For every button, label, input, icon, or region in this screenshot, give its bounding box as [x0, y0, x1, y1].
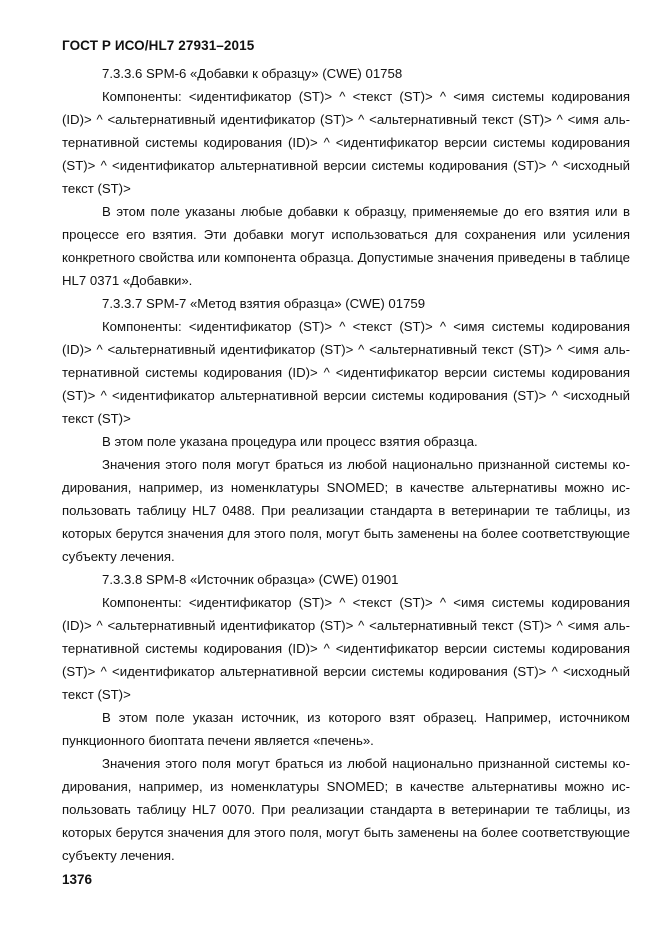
paragraph-spm7-description: В этом поле указана процедура или процесс взятия образца.	[102, 434, 478, 449]
paragraph-spm6-components: Компоненты: <идентификатор (ST)> ^ <текст (ST)> ^ <имя системы кодирования (ID)> ^ <альтернативный идентификатор (ST)> ^ <альтернативный текст (ST)> ^ <имя альтернативной системы кодирования (ID)> ^ <идентификатор версии системы кодирования (ST)> ^ <идентификатор альтернативной версии системы кодирования (ST)> ^ <исходный текст (ST)>	[62, 89, 630, 196]
standard-header: ГОСТ Р ИСО/HL7 27931–2015	[62, 38, 255, 53]
document-body	[62, 62, 630, 867]
paragraph-spm8-components: Компоненты: <идентификатор (ST)> ^ <текст (ST)> ^ <имя системы кодирования (ID)> ^ <альтернативный идентификатор (ST)> ^ <альтернативный текст (ST)> ^ <имя альтернативной системы кодирования (ID)> ^ <идентификатор версии системы кодирования (ST)> ^ <идентификатор альтернативной версии системы кодирования (ST)> ^ <исходный текст (ST)>	[62, 595, 630, 702]
paragraph-spm8-description: В этом поле указан источник, из которого взят образец. Например, источником пункционного биоптата печени является «печень».	[62, 710, 630, 748]
paragraph-spm8-values: Значения этого поля могут браться из любой национально признанной системы кодирования, например, из номенклатуры SNOMED; в качестве альтернативы можно использовать таблицу HL7 0070. При реализации стандарта в ветеринарии те таблицы, из которых берутся значения для этого поля, могут быть заменены на более соответствующие субъекту лечения.	[62, 756, 630, 863]
page-number: 1376	[62, 872, 93, 887]
section-title-spm8: 7.3.3.8 SPM-8 «Источник образца» (CWE) 01901	[102, 572, 399, 587]
paragraph-spm6-description: В этом поле указаны любые добавки к образцу, применяемые до его взятия или в процессе его взятия. Эти добавки могут использоваться для сохранения или усиления конкретного свойства или компонента образца. Допустимые значения приведены в таблице HL7 0371 «Добавки».	[62, 204, 630, 288]
section-title-spm6: 7.3.3.6 SPM-6 «Добавки к образцу» (CWE) 01758	[102, 66, 403, 81]
paragraph-spm7-components: Компоненты: <идентификатор (ST)> ^ <текст (ST)> ^ <имя системы кодирования (ID)> ^ <альтернативный идентификатор (ST)> ^ <альтернативный текст (ST)> ^ <имя альтернативной системы кодирования (ID)> ^ <идентификатор версии системы кодирования (ST)> ^ <идентификатор альтернативной версии системы кодирования (ST)> ^ <исходный текст (ST)>	[62, 319, 630, 426]
paragraph-spm7-values: Значения этого поля могут браться из любой национально признанной системы кодирования, например, из номенклатуры SNOMED; в качестве альтернативы можно использовать таблицу HL7 0488. При реализации стандарта в ветеринарии те таблицы, из которых берутся значения для этого поля, могут быть заменены на более соответствующие субъекту лечения.	[62, 457, 630, 564]
section-title-spm7: 7.3.3.7 SPM-7 «Метод взятия образца» (CWE) 01759	[102, 296, 426, 311]
